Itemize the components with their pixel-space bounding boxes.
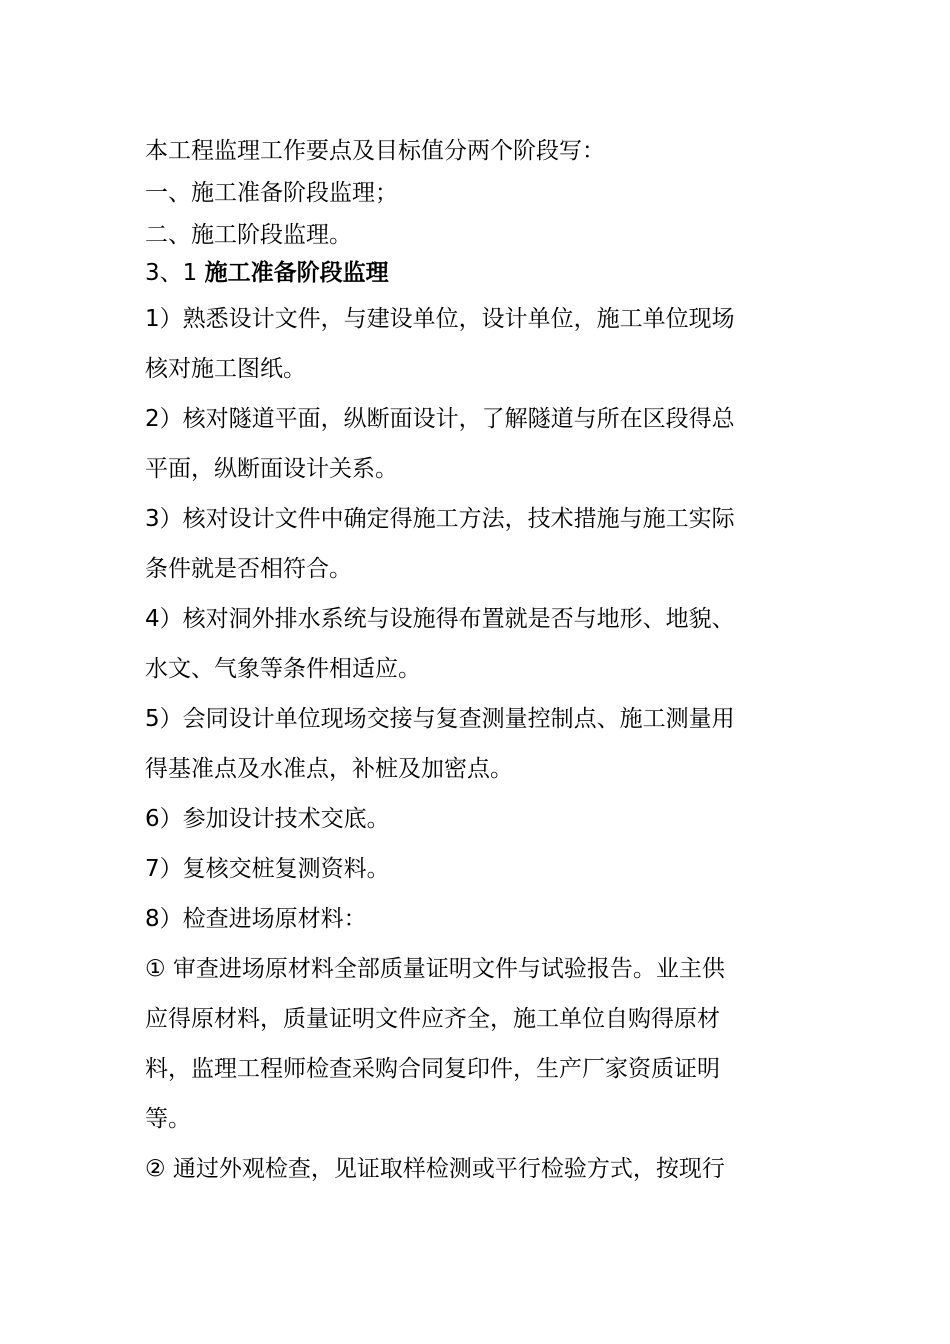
intro-block	[145, 130, 815, 256]
body-line: ① 审查进场原材料全部质量证明文件与试验报告。业主供	[145, 956, 725, 982]
intro-line: 本工程监理工作要点及目标值分两个阶段写：	[145, 138, 605, 164]
body-line: 3）核对设计文件中确定得施工方法，技术措施与施工实际	[145, 506, 735, 532]
section-body	[145, 294, 815, 1194]
body-line: 4）核对洞外排水系统与设施得布置就是否与地形、地貌、	[145, 606, 735, 632]
body-line: 5）会同设计单位现场交接与复查测量控制点、施工测量用	[145, 706, 735, 732]
body-line: 核对施工图纸。	[145, 356, 306, 382]
body-line: 7）复核交桩复测资料。	[145, 856, 390, 882]
section-title: 施工准备阶段监理	[204, 260, 389, 286]
body-line: 8）检查进场原材料：	[145, 906, 367, 932]
body-line: 平面，纵断面设计关系。	[145, 456, 398, 482]
intro-line: 一、施工准备阶段监理；	[145, 180, 398, 206]
section-number: 3、1	[145, 260, 205, 286]
body-line: 2）核对隧道平面，纵断面设计，了解隧道与所在区段得总	[145, 406, 735, 432]
body-line: 条件就是否相符合。	[145, 556, 352, 582]
body-line: 水文、气象等条件相适应。	[145, 656, 421, 682]
body-line: 料，监理工程师检查采购合同复印件，生产厂家资质证明	[145, 1056, 720, 1082]
body-line: ② 通过外观检查，见证取样检测或平行检验方式，按现行	[145, 1156, 725, 1182]
body-line: 应得原材料，质量证明文件应齐全，施工单位自购得原材	[145, 1006, 720, 1032]
body-line: 6）参加设计技术交底。	[145, 806, 390, 832]
document-body	[145, 130, 815, 1194]
section-heading	[145, 256, 815, 290]
body-line: 得基准点及水准点，补桩及加密点。	[145, 756, 513, 782]
body-line: 等。	[145, 1106, 191, 1132]
body-line: 1）熟悉设计文件，与建设单位，设计单位，施工单位现场	[145, 306, 735, 332]
intro-line: 二、施工阶段监理。	[145, 222, 352, 248]
